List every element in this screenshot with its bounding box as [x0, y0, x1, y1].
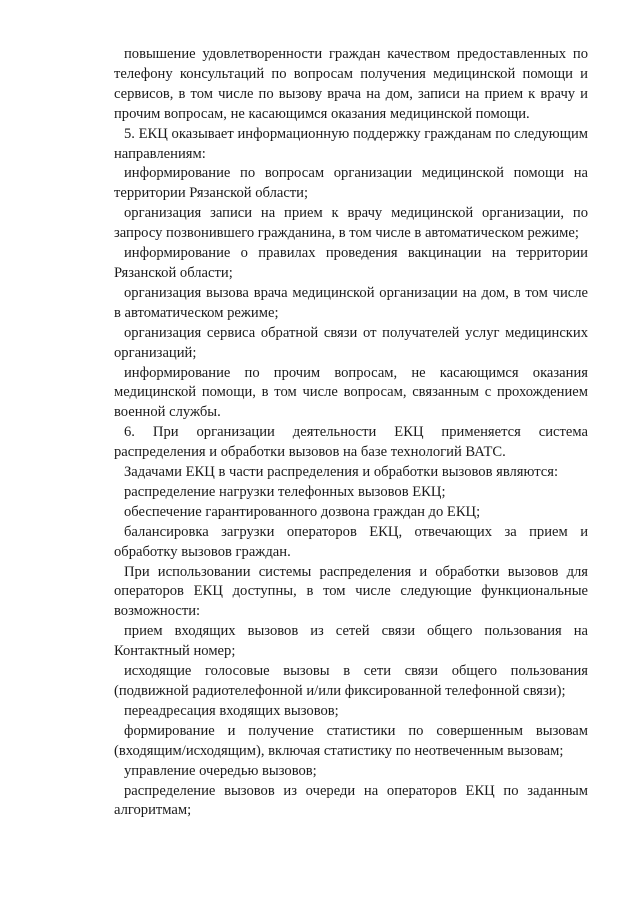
list-item: информирование по вопросам организации медицинской помощи на территории Рязанской области;	[114, 165, 588, 202]
list-item: прием входящих вызовов из сетей связи общего пользования на Контактный номер;	[114, 623, 588, 660]
list-item: формирование и получение статистики по совершенным вызовам (входящим/исходящим), включая статистику по неотвеченным вызовам;	[114, 722, 588, 759]
document-body	[114, 45, 588, 821]
list-item: распределение вызовов из очереди на операторов ЕКЦ по заданным алгоритмам;	[114, 782, 588, 819]
paragraph-tasks-heading: Задачами ЕКЦ в части распределения и обработки вызовов являются:	[124, 464, 559, 481]
list-item: организация вызова врача медицинской организации на дом, в том числе в автоматическом режиме;	[114, 284, 588, 321]
list-item: балансировка загрузки операторов ЕКЦ, отвечающих за прием и обработку вызовов граждан.	[114, 523, 588, 560]
list-item: распределение нагрузки телефонных вызовов ЕКЦ;	[124, 483, 446, 500]
list-item: организация записи на прием к врачу медицинской организации, по запросу позвонившего гражданина, в том числе в автоматическом режиме;	[114, 205, 588, 242]
paragraph-item-5: 5. ЕКЦ оказывает информационную поддержку гражданам по следующим направлениям:	[114, 125, 588, 162]
list-item: информирование по прочим вопросам, не касающимся оказания медицинской помощи, в том числе вопросам, связанным с прохождением военной службы.	[114, 364, 588, 421]
list-item: переадресация входящих вызовов;	[124, 702, 339, 719]
list-item: исходящие голосовые вызовы в сети связи общего пользования (подвижной радиотелефонной и/или фиксированной телефонной связи);	[114, 663, 588, 699]
list-item: информирование о правилах проведения вакцинации на территории Рязанской области;	[114, 245, 588, 281]
list-item: обеспечение гарантированного дозвона граждан до ЕКЦ;	[124, 503, 481, 520]
paragraph-satisfaction: повышение удовлетворенности граждан качеством предоставленных по телефону консультаций по вопросам получения медицинской помощи и сервисов, в том числе по вызову врача на дом, записи на прием к врачу и прочим вопросам, не касающимся оказания медицинской помощи.	[114, 46, 588, 122]
list-item: управление очередью вызовов;	[124, 762, 317, 779]
list-item: организация сервиса обратной связи от получателей услуг медицинских организаций;	[114, 324, 588, 361]
paragraph-item-6: 6. При организации деятельности ЕКЦ применяется система распределения и обработки вызовов на базе технологий ВАТС.	[114, 424, 588, 461]
paragraph-capabilities-heading: При использовании системы распределения и обработки вызовов для операторов ЕКЦ доступны, в том числе следующие функциональные возможности:	[114, 563, 588, 620]
